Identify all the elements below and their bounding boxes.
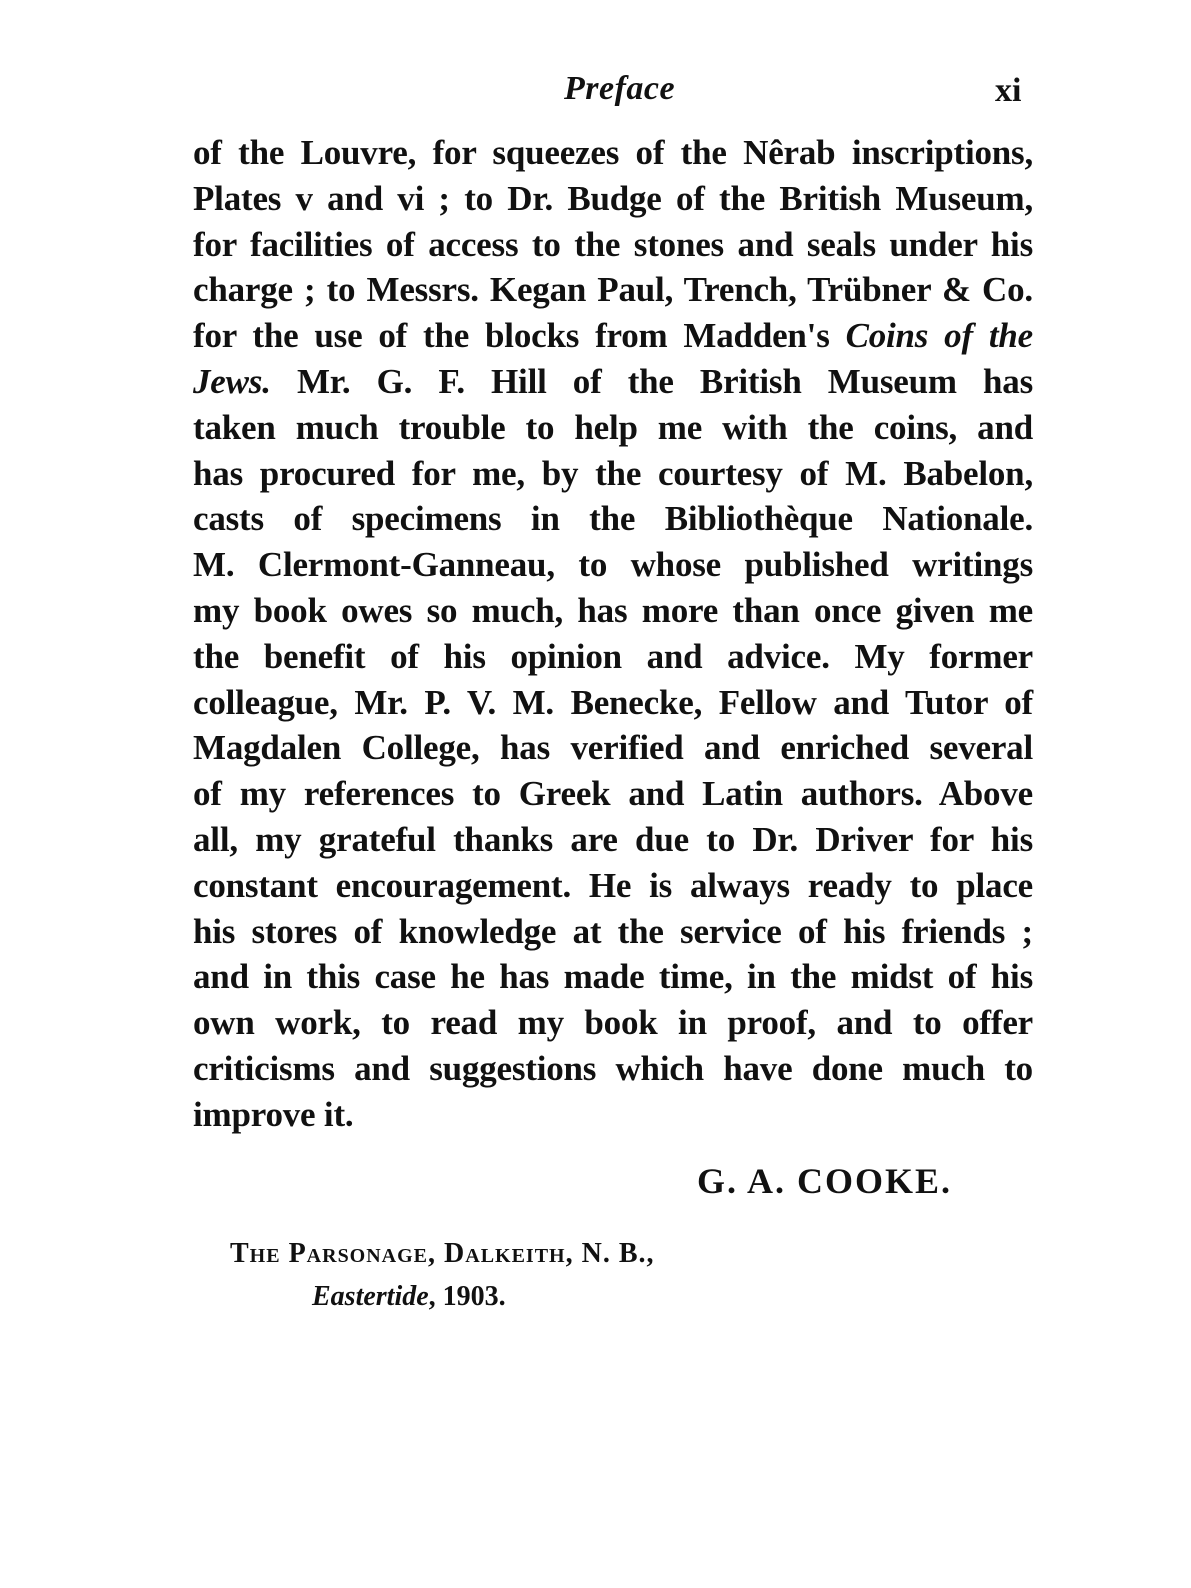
body-line-text: for the use of the blocks from Madden's	[193, 316, 830, 356]
body-line: charge ; to Messrs. Kegan Paul, Trench, Trübner & Co.	[193, 270, 1033, 310]
body-line: casts of specimens in the Bibliothèque Nationale.	[193, 499, 1033, 539]
body-line: for facilities of access to the stones and seals under his	[193, 224, 1033, 264]
address-year: , 1903.	[428, 1281, 506, 1312]
address-date	[312, 1281, 506, 1313]
body-line: own work, to read my book in proof, and to offer	[193, 1003, 1033, 1043]
body-line: taken much trouble to help me with the coins, and	[193, 407, 1033, 447]
italic-title: Coins of the	[845, 316, 1033, 356]
body-line: of my references to Greek and Latin authors. Above	[193, 774, 1033, 814]
body-line: his stores of knowledge at the service of his friends ;	[193, 911, 1033, 951]
body-line: has procured for me, by the courtesy of M. Babelon,	[193, 453, 1033, 493]
page-number: xi	[995, 72, 1022, 109]
body-line: the benefit of his opinion and advice. My former	[193, 636, 1033, 676]
body-line: Magdalen College, has verified and enriched several	[193, 728, 1033, 768]
address-season: Eastertide	[312, 1281, 429, 1312]
address-place: The Parsonage, Dalkeith, N. B.,	[230, 1238, 655, 1269]
body-line: all, my grateful thanks are due to Dr. Driver for his	[193, 819, 1033, 859]
body-line: my book owes so much, has more than once given me	[193, 590, 1033, 630]
running-head-title: Preface	[564, 70, 676, 107]
italic-title: Jews.	[193, 361, 271, 401]
body-line: constant encouragement. He is always ready to place	[193, 865, 1033, 905]
body-line: Plates v and vi ; to Dr. Budge of the British Museum,	[193, 178, 1033, 218]
body-line: of the Louvre, for squeezes of the Nêrab inscriptions,	[193, 133, 1033, 172]
body-line	[193, 359, 1033, 405]
body-line: improve it.	[193, 1094, 354, 1134]
body-line: and in this case he has made time, in the midst of his	[193, 957, 1033, 997]
body-line: criticisms and suggestions which have done much to	[193, 1048, 1033, 1088]
body-line: M. Clermont-Ganneau, to whose published writings	[193, 545, 1033, 585]
preface-body	[193, 130, 1033, 1138]
body-line	[193, 313, 1033, 359]
body-line-text: Mr. G. F. Hill of the British Museum has	[296, 361, 1033, 401]
signature: G. A. COOKE.	[697, 1161, 953, 1201]
body-line: colleague, Mr. P. V. M. Benecke, Fellow and Tutor of	[193, 682, 1033, 722]
